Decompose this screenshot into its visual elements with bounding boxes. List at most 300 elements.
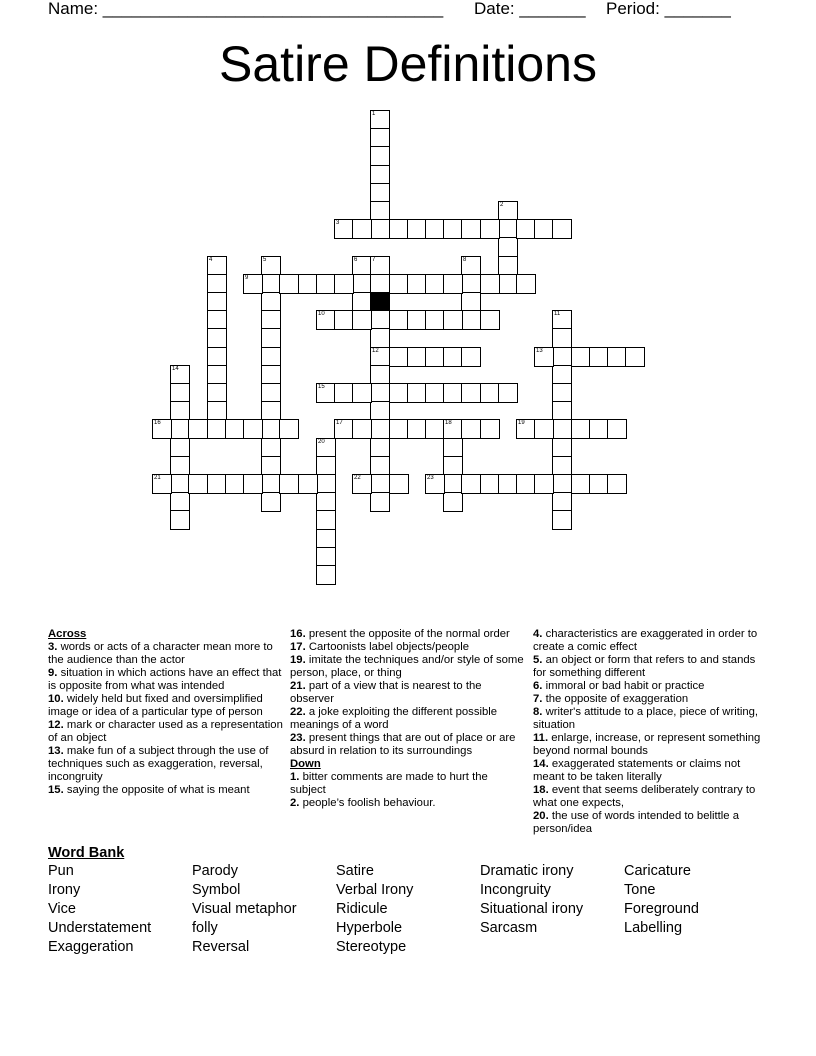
grid-cell[interactable] xyxy=(261,419,281,439)
clue-number: 3 xyxy=(336,220,340,226)
word-bank-item: Hyperbole xyxy=(336,920,403,936)
grid-cell[interactable] xyxy=(552,474,572,494)
grid-cell[interactable] xyxy=(571,347,591,367)
grid-cell[interactable] xyxy=(316,547,336,567)
grid-cell[interactable] xyxy=(571,419,591,439)
grid-cell[interactable] xyxy=(498,219,518,239)
grid-cell[interactable] xyxy=(170,474,190,494)
grid-cell[interactable] xyxy=(370,365,390,385)
grid-cell[interactable] xyxy=(443,219,463,239)
clue-number: 5 xyxy=(263,257,267,263)
grid-cell[interactable] xyxy=(225,419,245,439)
clue xyxy=(533,693,768,706)
clue-number: 10. xyxy=(48,693,64,705)
clues-column-1 xyxy=(48,628,283,797)
clue-number: 11 xyxy=(554,311,561,317)
grid-cell[interactable] xyxy=(552,365,572,385)
clue xyxy=(48,667,283,693)
word-bank-item: Situational irony xyxy=(480,901,584,917)
clue-number: 2. xyxy=(290,797,300,809)
word-bank-item: Reversal xyxy=(192,939,250,955)
grid-cell[interactable] xyxy=(534,419,554,439)
grid-cell[interactable] xyxy=(552,419,572,439)
grid-cell[interactable] xyxy=(480,383,500,403)
clue-number: 10 xyxy=(318,311,325,317)
grid-cell[interactable] xyxy=(552,219,572,239)
grid-cell[interactable] xyxy=(334,383,354,403)
grid-cell[interactable] xyxy=(589,474,609,494)
grid-cell[interactable] xyxy=(352,292,372,312)
clue-number: 18. xyxy=(533,784,549,796)
clue-number: 18 xyxy=(445,420,452,426)
black-square xyxy=(370,292,390,312)
clue-text: immoral or bad habit or practice xyxy=(545,680,705,692)
clue-text: saying the opposite of what is meant xyxy=(66,784,250,796)
name-field[interactable]: Name: ____________________________________ xyxy=(48,0,444,18)
grid-cell[interactable] xyxy=(498,383,518,403)
clue-number: 12 xyxy=(372,348,379,354)
grid-cell[interactable] xyxy=(425,310,445,330)
clue xyxy=(533,732,768,758)
clue-number: 21. xyxy=(290,680,306,692)
grid-cell[interactable] xyxy=(607,419,627,439)
grid-cell[interactable] xyxy=(552,401,572,421)
clue-text: enlarge, increase, or represent something beyond normal bounds xyxy=(533,732,761,757)
grid-cell[interactable] xyxy=(370,328,390,348)
clue-number: 8 xyxy=(463,257,467,263)
grid-cell[interactable] xyxy=(207,365,227,385)
grid-cell[interactable] xyxy=(170,365,190,385)
word-bank-item: Verbal Irony xyxy=(336,882,414,898)
clue-number: 23. xyxy=(290,732,306,744)
grid-cell[interactable] xyxy=(370,310,390,330)
grid-cell[interactable] xyxy=(316,438,336,458)
grid-cell[interactable] xyxy=(334,419,354,439)
clue-number: 7 xyxy=(372,257,376,263)
grid-cell[interactable] xyxy=(461,347,481,367)
grid-cell[interactable] xyxy=(170,419,190,439)
grid-cell[interactable] xyxy=(261,310,281,330)
date-field[interactable]: Date: _______ xyxy=(474,0,586,18)
grid-cell[interactable] xyxy=(207,401,227,421)
clue-number: 2 xyxy=(500,202,504,208)
word-bank-item: Satire xyxy=(336,863,374,879)
grid-cell[interactable] xyxy=(261,492,281,512)
grid-cell[interactable] xyxy=(461,219,481,239)
clue-text: exaggerated statements or claims not meant to be taken literally xyxy=(533,758,741,783)
grid-cell[interactable] xyxy=(207,328,227,348)
word-bank-item: Vice xyxy=(48,901,76,917)
grid-cell[interactable] xyxy=(498,237,518,257)
clue xyxy=(533,654,768,680)
grid-cell[interactable] xyxy=(389,347,409,367)
grid-cell[interactable] xyxy=(480,274,500,294)
clue-text: writer's attitude to a place, piece of writing, situation xyxy=(533,706,759,731)
clue xyxy=(290,706,525,732)
word-bank-item: Ridicule xyxy=(336,901,388,917)
grid-cell[interactable] xyxy=(352,219,372,239)
grid-cell[interactable] xyxy=(298,274,318,294)
grid-cell[interactable] xyxy=(170,456,190,476)
grid-cell[interactable] xyxy=(552,310,572,330)
clue-text: part of a view that is nearest to the observer xyxy=(290,680,482,705)
grid-cell[interactable] xyxy=(389,383,409,403)
grid-cell[interactable] xyxy=(370,456,390,476)
clue xyxy=(533,680,768,693)
clue xyxy=(48,719,283,745)
clue xyxy=(48,745,283,784)
clue-number: 7. xyxy=(533,693,543,705)
clue-text: mark or character used as a representation of an object xyxy=(48,719,283,744)
grid-cell[interactable] xyxy=(261,328,281,348)
clue xyxy=(290,797,525,810)
grid-cell[interactable] xyxy=(407,219,427,239)
grid-cell[interactable] xyxy=(352,474,372,494)
grid-cell[interactable] xyxy=(534,219,554,239)
grid-cell[interactable] xyxy=(225,474,245,494)
grid-cell[interactable] xyxy=(425,347,445,367)
clue-number: 22. xyxy=(290,706,306,718)
grid-cell[interactable] xyxy=(407,310,427,330)
grid-cell[interactable] xyxy=(370,110,390,130)
grid-cell[interactable] xyxy=(352,419,372,439)
grid-cell[interactable] xyxy=(389,474,409,494)
grid-cell[interactable] xyxy=(370,474,390,494)
clue-text: the use of words intended to belittle a person/idea xyxy=(533,810,740,835)
grid-cell[interactable] xyxy=(261,292,281,312)
grid-cell[interactable] xyxy=(407,274,427,294)
grid-cell[interactable] xyxy=(207,419,227,439)
word-bank-item: folly xyxy=(192,920,218,936)
grid-cell[interactable] xyxy=(552,456,572,476)
grid-cell[interactable] xyxy=(170,492,190,512)
word-bank-item: Exaggeration xyxy=(48,939,134,955)
clue xyxy=(290,628,525,641)
grid-cell[interactable] xyxy=(370,201,390,221)
clue-number: 20. xyxy=(533,810,549,822)
grid-cell[interactable] xyxy=(370,165,390,185)
grid-cell[interactable] xyxy=(370,146,390,166)
clue-text: make fun of a subject through the use of techniques such as exaggeration, reversal, incongruity xyxy=(48,745,269,783)
page-title: Satire Definitions xyxy=(219,36,597,92)
clue-number: 4. xyxy=(533,628,543,640)
grid-cell[interactable] xyxy=(243,274,263,294)
grid-cell[interactable] xyxy=(552,383,572,403)
clue-number: 21 xyxy=(154,475,161,481)
grid-cell[interactable] xyxy=(552,492,572,512)
grid-cell[interactable] xyxy=(370,183,390,203)
clue-number: 20 xyxy=(318,439,325,445)
grid-cell[interactable] xyxy=(334,219,354,239)
grid-cell[interactable] xyxy=(461,292,481,312)
clue-number: 4 xyxy=(209,257,213,263)
clue-text: event that seems deliberately contrary to what one expects, xyxy=(533,784,756,809)
grid-cell[interactable] xyxy=(352,256,372,276)
grid-cell[interactable] xyxy=(207,310,227,330)
clue-number: 17 xyxy=(336,420,343,426)
word-bank-item: Sarcasm xyxy=(480,920,538,936)
grid-cell[interactable] xyxy=(352,310,372,330)
grid-cell[interactable] xyxy=(334,274,354,294)
grid-cell[interactable] xyxy=(316,456,336,476)
word-bank-item: Labelling xyxy=(624,920,683,936)
grid-cell[interactable] xyxy=(480,219,500,239)
clue-text: the opposite of exaggeration xyxy=(545,693,689,705)
grid-cell[interactable] xyxy=(461,419,481,439)
grid-cell[interactable] xyxy=(534,474,554,494)
word-bank-item: Irony xyxy=(48,882,81,898)
grid-cell[interactable] xyxy=(443,438,463,458)
word-bank-title: Word Bank xyxy=(48,845,125,861)
grid-cell[interactable] xyxy=(498,474,518,494)
clues-column-3 xyxy=(533,628,768,836)
grid-cell[interactable] xyxy=(625,347,645,367)
clue xyxy=(290,732,525,758)
grid-cell[interactable] xyxy=(498,256,518,276)
clue-number: 17. xyxy=(290,641,306,653)
grid-cell[interactable] xyxy=(425,419,445,439)
grid-cell[interactable] xyxy=(443,347,463,367)
clue-number: 11. xyxy=(533,732,549,744)
grid-cell[interactable] xyxy=(370,383,390,403)
grid-cell[interactable] xyxy=(425,219,445,239)
grid-cell[interactable] xyxy=(352,383,372,403)
word-bank-item: Parody xyxy=(192,863,238,879)
grid-cell[interactable] xyxy=(152,419,172,439)
grid-cell[interactable] xyxy=(243,419,263,439)
clue-number: 19. xyxy=(290,654,306,666)
grid-cell[interactable] xyxy=(316,492,336,512)
clue-text: imitate the techniques and/or style of some person, place, or thing xyxy=(290,654,524,679)
across-heading: Across xyxy=(48,628,87,640)
clue-number: 19 xyxy=(518,420,525,426)
grid-cell[interactable] xyxy=(316,474,336,494)
grid-cell[interactable] xyxy=(461,274,481,294)
grid-cell[interactable] xyxy=(407,347,427,367)
clue-text: present the opposite of the normal order xyxy=(308,628,510,640)
clue xyxy=(533,706,768,732)
grid-cell[interactable] xyxy=(170,401,190,421)
grid-cell[interactable] xyxy=(443,419,463,439)
clue-text: present things that are out of place or are absurd in relation to its surroundings xyxy=(290,732,516,757)
clue xyxy=(48,693,283,719)
word-bank-item: Incongruity xyxy=(480,882,551,898)
grid-cell[interactable] xyxy=(552,510,572,530)
clue xyxy=(48,784,283,797)
grid-cell[interactable] xyxy=(389,274,409,294)
clue xyxy=(533,628,768,654)
grid-cell[interactable] xyxy=(261,383,281,403)
grid-cell[interactable] xyxy=(443,474,463,494)
grid-cell[interactable] xyxy=(298,474,318,494)
grid-cell[interactable] xyxy=(461,310,481,330)
clue-text: widely held but fixed and oversimplified image or idea of a particular type of person xyxy=(48,693,263,718)
grid-cell[interactable] xyxy=(152,474,172,494)
clue-number: 14. xyxy=(533,758,549,770)
grid-cell[interactable] xyxy=(316,529,336,549)
grid-cell[interactable] xyxy=(461,383,481,403)
grid-cell[interactable] xyxy=(607,474,627,494)
grid-cell[interactable] xyxy=(552,438,572,458)
down-heading: Down xyxy=(290,758,321,770)
grid-cell[interactable] xyxy=(188,474,208,494)
grid-cell[interactable] xyxy=(407,383,427,403)
grid-cell[interactable] xyxy=(443,456,463,476)
grid-cell[interactable] xyxy=(443,274,463,294)
word-bank-item: Tone xyxy=(624,882,656,898)
grid-cell[interactable] xyxy=(443,492,463,512)
clue xyxy=(48,641,283,667)
grid-cell[interactable] xyxy=(370,401,390,421)
clue-text: a joke exploiting the different possible meanings of a word xyxy=(290,706,498,731)
grid-cell[interactable] xyxy=(170,438,190,458)
grid-cell[interactable] xyxy=(261,365,281,385)
grid-cell[interactable] xyxy=(243,474,263,494)
grid-cell[interactable] xyxy=(370,219,390,239)
word-bank-item: Pun xyxy=(48,863,74,879)
clue xyxy=(290,641,525,654)
clue-number: 12. xyxy=(48,719,64,731)
clue-number: 16 xyxy=(154,420,161,426)
clue-text: people’s foolish behaviour. xyxy=(302,797,436,809)
grid-cell[interactable] xyxy=(207,474,227,494)
clue-text: bitter comments are made to hurt the subject xyxy=(290,771,488,796)
clue-number: 6. xyxy=(533,680,543,692)
word-bank-item: Visual metaphor xyxy=(192,901,297,917)
clue-number: 13. xyxy=(48,745,64,757)
grid-cell[interactable] xyxy=(407,419,427,439)
clue-number: 1 xyxy=(372,111,376,117)
clue-text: situation in which actions have an effect that is opposite from what was intended xyxy=(48,667,282,692)
grid-cell[interactable] xyxy=(370,438,390,458)
grid-cell[interactable] xyxy=(443,383,463,403)
grid-cell[interactable] xyxy=(589,419,609,439)
clue-number: 22 xyxy=(354,475,361,481)
grid-cell[interactable] xyxy=(261,401,281,421)
grid-cell[interactable] xyxy=(480,474,500,494)
grid-cell[interactable] xyxy=(261,347,281,367)
clue-number: 13 xyxy=(536,348,543,354)
grid-cell[interactable] xyxy=(170,383,190,403)
grid-cell[interactable] xyxy=(316,565,336,585)
grid-cell[interactable] xyxy=(461,256,481,276)
clue-number: 14 xyxy=(172,366,179,372)
word-bank-item: Stereotype xyxy=(336,939,407,955)
grid-cell[interactable] xyxy=(207,274,227,294)
grid-cell[interactable] xyxy=(279,274,299,294)
grid-cell[interactable] xyxy=(552,347,572,367)
period-field[interactable]: Period: _______ xyxy=(606,0,731,18)
grid-cell[interactable] xyxy=(316,383,336,403)
grid-cell[interactable] xyxy=(389,219,409,239)
grid-cell[interactable] xyxy=(389,310,409,330)
grid-cell[interactable] xyxy=(425,274,445,294)
clue-number: 8. xyxy=(533,706,543,718)
grid-cell[interactable] xyxy=(480,419,500,439)
grid-cell[interactable] xyxy=(261,438,281,458)
grid-cell[interactable] xyxy=(370,128,390,148)
word-bank-item: Dramatic irony xyxy=(480,863,574,879)
grid-cell[interactable] xyxy=(534,347,554,367)
clue-text: words or acts of a character mean more to the audience than the actor xyxy=(48,641,273,666)
grid-cell[interactable] xyxy=(370,347,390,367)
grid-cell[interactable] xyxy=(498,201,518,221)
grid-cell[interactable] xyxy=(316,274,336,294)
grid-cell[interactable] xyxy=(389,419,409,439)
grid-cell[interactable] xyxy=(279,419,299,439)
clue-text: Cartoonists label objects/people xyxy=(308,641,469,653)
clue xyxy=(290,680,525,706)
clue-number: 3. xyxy=(48,641,58,653)
clue-number: 15. xyxy=(48,784,64,796)
grid-cell[interactable] xyxy=(261,274,281,294)
grid-cell[interactable] xyxy=(425,383,445,403)
clue xyxy=(290,771,525,797)
clue xyxy=(290,654,525,680)
grid-cell[interactable] xyxy=(207,292,227,312)
grid-cell[interactable] xyxy=(480,310,500,330)
grid-cell[interactable] xyxy=(334,310,354,330)
grid-cell[interactable] xyxy=(443,310,463,330)
grid-cell[interactable] xyxy=(607,347,627,367)
word-bank-item: Symbol xyxy=(192,882,241,898)
clue-number: 5. xyxy=(533,654,543,666)
word-bank-item: Foreground xyxy=(624,901,699,917)
grid-cell[interactable] xyxy=(425,474,445,494)
clue-number: 16. xyxy=(290,628,306,640)
clue-number: 9. xyxy=(48,667,58,679)
grid-cell[interactable] xyxy=(170,510,190,530)
grid-cell[interactable] xyxy=(261,456,281,476)
grid-cell[interactable] xyxy=(552,328,572,348)
grid-cell[interactable] xyxy=(589,347,609,367)
clue-number: 6 xyxy=(354,257,358,263)
grid-cell[interactable] xyxy=(461,474,481,494)
grid-cell[interactable] xyxy=(261,256,281,276)
grid-cell[interactable] xyxy=(370,274,390,294)
clues-column-2 xyxy=(290,628,525,810)
clue-text: characteristics are exaggerated in order to create a comic effect xyxy=(533,628,758,653)
grid-cell[interactable] xyxy=(261,474,281,494)
clue-number: 1. xyxy=(290,771,300,783)
clue-number: 23 xyxy=(427,475,434,481)
clue-number: 9 xyxy=(245,275,249,281)
grid-cell[interactable] xyxy=(316,510,336,530)
grid-cell[interactable] xyxy=(207,383,227,403)
grid-cell[interactable] xyxy=(516,274,536,294)
clue xyxy=(533,810,768,836)
grid-cell[interactable] xyxy=(516,219,536,239)
word-bank-item: Understatement xyxy=(48,920,152,936)
grid-cell[interactable] xyxy=(370,492,390,512)
grid-cell[interactable] xyxy=(207,256,227,276)
grid-cell[interactable] xyxy=(516,419,536,439)
grid-cell[interactable] xyxy=(207,347,227,367)
grid-cell[interactable] xyxy=(370,256,390,276)
grid-cell[interactable] xyxy=(571,474,591,494)
grid-cell[interactable] xyxy=(516,474,536,494)
grid-cell[interactable] xyxy=(352,274,372,294)
clue-number: 15 xyxy=(318,384,325,390)
word-bank-item: Caricature xyxy=(624,863,691,879)
grid-cell[interactable] xyxy=(279,474,299,494)
grid-cell[interactable] xyxy=(498,274,518,294)
grid-cell[interactable] xyxy=(316,310,336,330)
grid-cell[interactable] xyxy=(370,419,390,439)
clue-text: an object or form that refers to and stands for something different xyxy=(533,654,756,679)
clue xyxy=(533,758,768,784)
grid-cell[interactable] xyxy=(188,419,208,439)
